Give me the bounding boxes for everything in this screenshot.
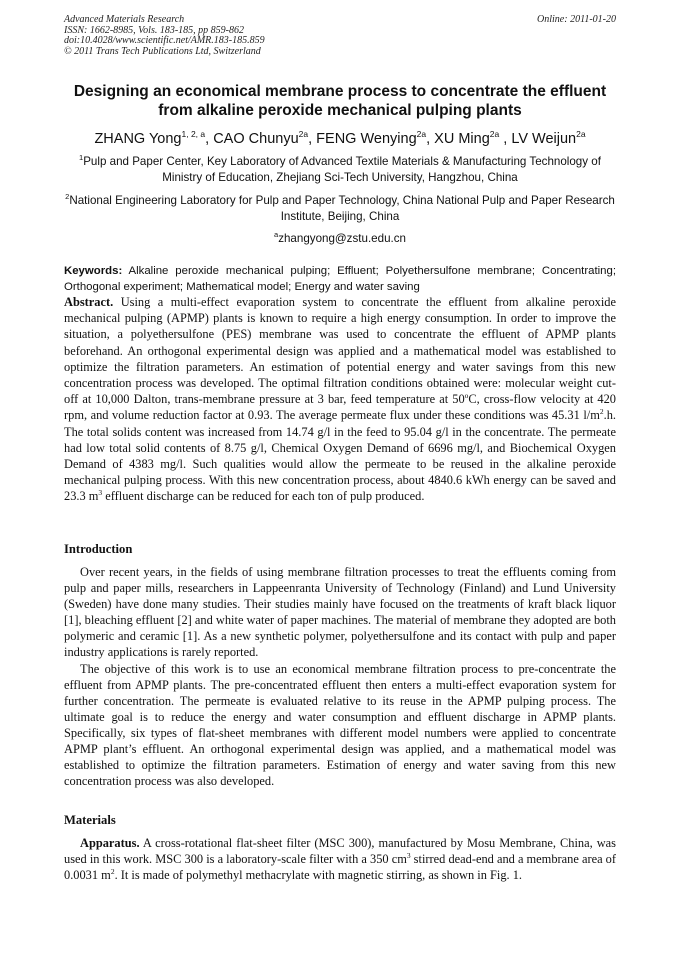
affiliation-text: National Engineering Laboratory for Pulp and Paper Technology, China National Pulp and Paper Research Institute, Beijing, China bbox=[69, 194, 615, 223]
author-affiliation-mark: 2a bbox=[489, 129, 500, 139]
abstract-text: Using a multi-effect evaporation system to concentrate the effluent from alkaline peroxide mechanical pulping (APMP) plants is known to require a high energy consumption. In order to improve the situation, a polyethersulfone (PES) membrane was used to concentrate the effluent of APMP plants beforehand. An orthogonal experimental design was applied and a mathematical model was established to optimize the filtration parameters. An estimation of potential energy and water savings from this new concentration process was developed. The optimal filtration conditions obtained were: molecular weight cut-off at 10,000 Dalton, trans-membrane pressure at 3 bar, feed temperature at 50 bbox=[64, 295, 616, 407]
abstract-text: C, cross-flow velocity at 420 rpm, and volume reduction factor at 0.93. The average permeate flux under these conditions was 45.31 l/m bbox=[64, 392, 617, 423]
doi-line: doi:10.4028/www.scientific.net/AMR.183-185.859 bbox=[64, 35, 265, 46]
author-separator: , bbox=[426, 131, 435, 147]
superscript: 3 bbox=[406, 851, 411, 861]
email-address: zhangyong@zstu.edu.cn bbox=[278, 232, 406, 245]
author-affiliation-mark: 2a bbox=[416, 129, 427, 139]
author-name: CAO Chunyu bbox=[213, 131, 299, 147]
affiliation-2 bbox=[60, 193, 620, 225]
superscript: 3 bbox=[98, 488, 103, 498]
abstract-block bbox=[64, 294, 616, 505]
author-name: LV Weijun bbox=[511, 131, 577, 147]
author-separator: , bbox=[308, 131, 317, 147]
keywords-text: Alkaline peroxide mechanical pulping; Effluent; Polyethersulfone membrane; Concentrating; Orthogonal experiment; Mathematical model; Energy and water saving bbox=[64, 265, 616, 293]
paragraph bbox=[64, 835, 616, 883]
introduction-heading: Introduction bbox=[64, 542, 133, 556]
author-name: ZHANG Yong bbox=[94, 131, 182, 147]
author-list bbox=[60, 130, 620, 148]
author-separator: , bbox=[499, 131, 512, 147]
author-separator: , bbox=[205, 131, 214, 147]
author-affiliation-mark: 1, 2, a bbox=[181, 129, 206, 139]
paragraph: The objective of this work is to use an economical membrane filtration process to pre-concentrate the effluent from APMP plants. The pre-concentrated effluent then enters a multi-effect evaporation system for further concentration. The permeate is evaluated relative to its reuse in the APMP pulping process. The ultimate goal is to reduce the energy and water consumption and effluent discharge in APMP plants. Specifically, six types of flat-sheet membranes with different model numbers were applied to concentrate APMP plant’s effluent. An orthogonal experimental design was applied, and a mathematical model was established to optimize the filtration parameters. Estimation of energy and water saving from this new concentration process was also developed. bbox=[64, 661, 616, 789]
author-name: XU Ming bbox=[434, 131, 490, 147]
apparatus-label: Apparatus. bbox=[80, 836, 140, 850]
affiliation-text: Pulp and Paper Center, Key Laboratory of Advanced Textile Materials & Manufacturing Technology of Ministry of Education, Zhejiang Sci-Tech University, Hangzhou, China bbox=[83, 155, 601, 184]
paper-title: Designing an economical membrane process to concentrate the effluent from alkaline peroxide mechanical pulping plants bbox=[73, 83, 607, 119]
superscript: 2 bbox=[599, 407, 604, 417]
author-affiliation-mark: 2a bbox=[298, 129, 309, 139]
degree-superscript: o bbox=[464, 391, 469, 401]
materials-body bbox=[64, 835, 616, 883]
journal-name: Advanced Materials Research bbox=[64, 14, 185, 25]
paragraph-text: A cross-rotational flat-sheet filter (MSC 300), manufactured by Mosu Membrane, China, was used in this work. MSC 300 is a laboratory-scale filter with a 350 cm bbox=[64, 836, 616, 867]
author-affiliation-mark: 2a bbox=[576, 129, 586, 139]
email-mark: a bbox=[274, 230, 279, 239]
superscript: 2 bbox=[110, 867, 115, 877]
author-name: FENG Wenying bbox=[316, 131, 417, 147]
keywords-label: Keywords: bbox=[64, 265, 123, 277]
copyright-line: © 2011 Trans Tech Publications Ltd, Switzerland bbox=[64, 45, 261, 57]
paragraph: Over recent years, in the fields of using membrane filtration processes to treat the effluents coming from pulp and paper mills, researchers in Lappeenranta University of Technology (Finland) and Lund University (Sweden) have done many studies. Their studies mainly have focused on the treatments of kraft black liquor [1], bleaching effluent [2] and white water of paper machines. The material of membrane they adopted are both polymeric and ceramic [1]. As a new synthetic polymer, polyethersulfone and its contact with pulp and paper industry applications is rarely reported. bbox=[64, 565, 616, 660]
affiliation-1 bbox=[60, 154, 620, 186]
journal-header bbox=[64, 15, 616, 57]
online-date: Online: 2011-01-20 bbox=[537, 14, 616, 25]
affiliation-mark: 1 bbox=[79, 153, 84, 162]
keywords-block bbox=[64, 263, 616, 295]
paragraph-text: stirred dead-end and a membrane area of 0.0031 m bbox=[64, 852, 616, 883]
abstract-text: effluent discharge can be reduced for each ton of pulp produced. bbox=[102, 489, 425, 504]
introduction-body bbox=[64, 564, 616, 789]
corresponding-email bbox=[60, 231, 620, 247]
affiliation-mark: 2 bbox=[65, 192, 70, 201]
paragraph-text: . It is made of polymethyl methacrylate with magnetic stirring, as shown in Fig. 1. bbox=[114, 868, 523, 883]
issn-line: ISSN: 1662-8985, Vols. 183-185, pp 859-862 bbox=[64, 24, 244, 36]
materials-heading: Materials bbox=[64, 813, 116, 827]
abstract-text: .h. The total solids content was increased from 14.74 g/l in the feed to 95.04 g/l in the concentrate. The permeate had low total solid contents of 8.75 g/l, Chemical Oxygen Demand of 6696 mg/l, and Biochemical Oxygen Demand of 4383 mg/l. Such qualities would allow the permeate to be reused in the alkaline peroxide mechanical pulping process. With this new concentration process, about 4840.6 kWh energy can be saved and 23.3 m bbox=[64, 408, 616, 504]
abstract-label: Abstract. bbox=[64, 295, 114, 309]
